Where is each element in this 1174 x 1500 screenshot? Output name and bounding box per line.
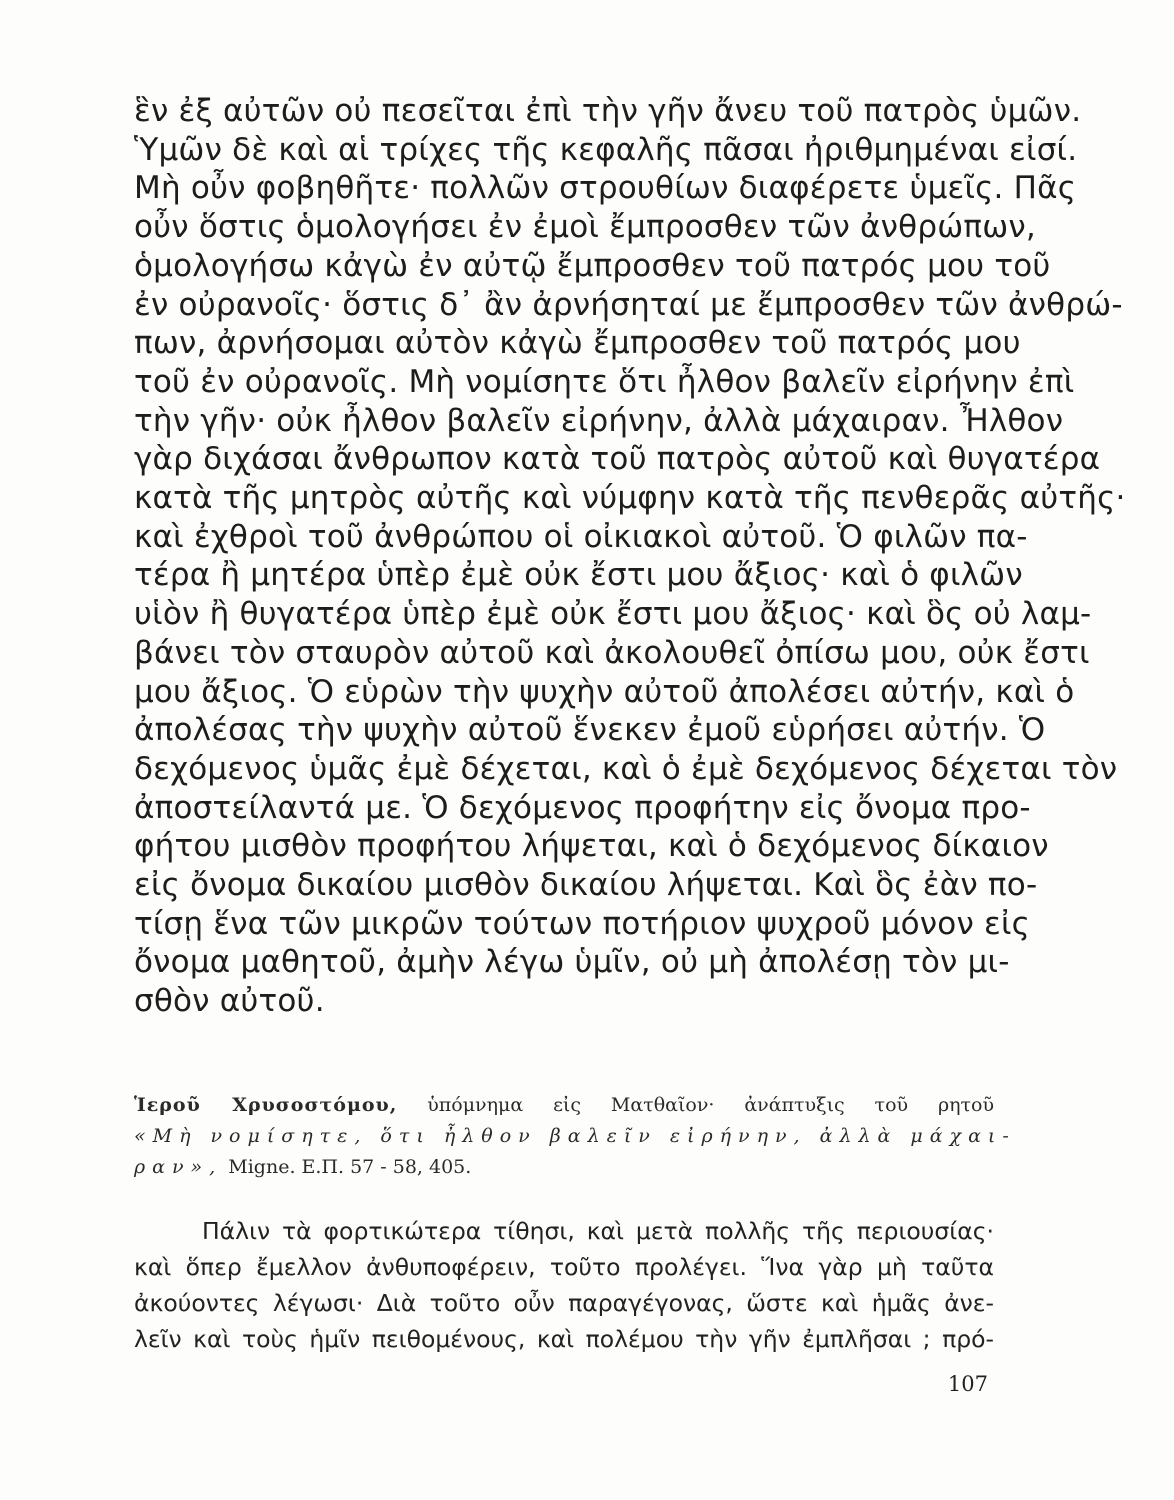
text-line: μου ἄξιος. Ὁ εὑρὼν τὴν ψυχὴν αὐτοῦ ἀπολέσει αὐτήν, καὶ ὁ [134,673,1075,710]
text-line: ἐν οὐρανοῖς· ὅστις δ᾽ ἂν ἀρνήσηταί με ἔμπροσθεν τῶν ἀνθρώ- [134,286,1123,323]
text-line: ὄνομα μαθητοῦ, ἀμὴν λέγω ὑμῖν, οὐ μὴ ἀπολέσῃ τὸν μι- [134,944,1010,981]
commentary-line: λεῖν καὶ τοὺς ἡμῖν πειθομένους, καὶ πολέμου τὴν γῆν ἐμπλῆσαι ; πρό- [134,1325,994,1353]
citation-author: Ἱεροῦ Χρυσοστόμου, [134,1094,398,1116]
text-line: τὴν γῆν· οὐκ ἦλθον βαλεῖν εἰρήνην, ἀλλὰ μάχαιραν. Ἦλθον [134,402,1064,439]
text-line: τοῦ ἐν οὐρανοῖς. Μὴ νομίσητε ὅτι ἦλθον βαλεῖν εἰρήνην ἐπὶ [134,363,1075,400]
page-number: 107 [947,1372,988,1396]
text-line: τέρα ἢ μητέρα ὑπὲρ ἐμὲ οὐκ ἔστι μου ἄξιος· καὶ ὁ φιλῶν [134,557,1023,594]
text-line: δεχόμενος ὑμᾶς ἐμὲ δέχεται, καὶ ὁ ἐμὲ δεχόμενος δέχεται τὸν [134,750,1118,787]
text-line: γὰρ διχάσαι ἄνθρωπον κατὰ τοῦ πατρὸς αὐτοῦ καὶ θυγατέρα [134,441,1101,478]
text-line: πων, ἀρνήσομαι αὐτὸν κἀγὼ ἔμπροσθεν τοῦ πατρός μου [134,325,1021,362]
citation-description: ὑπόμνημα εἰς Ματθαῖον· ἀνάπτυξις τοῦ ρητοῦ [427,1094,995,1116]
citation-line [134,1152,994,1183]
citation-line [134,1090,994,1121]
text-line: ἀπολέσας τὴν ψυχὴν αὐτοῦ ἕνεκεν ἐμοῦ εὑρήσει αὐτήν. Ὁ [134,712,1046,749]
text-line: φήτου μισθὸν προφήτου λήψεται, καὶ ὁ δεχόμενος δίκαιον [134,828,1049,865]
commentary-line: Πάλιν τὰ φορτικώτερα τίθησι, καὶ μετὰ πολλῆς τῆς περιουσίας· [202,1217,994,1245]
text-line: κατὰ τῆς μητρὸς αὐτῆς καὶ νύμφην κατὰ τῆς πενθερᾶς αὐτῆς· [134,480,1126,517]
citation-block [134,1090,1016,1183]
citation-line [134,1121,1016,1152]
text-line: τίσῃ ἕνα τῶν μικρῶν τούτων ποτήριον ψυχροῦ μόνον εἰς [134,905,1031,942]
text-line: οὖν ὅστις ὁμολογήσει ἐν ἐμοὶ ἔμπροσθεν τῶν ἀνθρώπων, [134,209,1036,246]
text-line: σθὸν αὐτοῦ. [134,983,325,1020]
text-line: εἰς ὄνομα δικαίου μισθὸν δικαίου λήψεται. Καὶ ὃς ἐὰν πο- [134,867,1038,904]
commentary-text [134,1213,994,1357]
citation-quote-end: ραν», [134,1156,223,1178]
text-line: Ὑμῶν δὲ καὶ αἱ τρίχες τῆς κεφαλῆς πᾶσαι ἠριθμημέναι εἰσί. [134,131,1078,168]
text-line: ὁμολογήσω κἀγὼ ἐν αὐτῷ ἔμπροσθεν τοῦ πατρός μου τοῦ [134,247,1051,284]
text-line: βάνει τὸν σταυρὸν αὐτοῦ καὶ ἀκολουθεῖ ὀπίσω μου, οὐκ ἔστι [134,634,1090,671]
text-line: ἀποστείλαντά με. Ὁ δεχόμενος προφήτην εἰς ὄνομα προ- [134,789,1031,826]
text-line: υἱὸν ἢ θυγατέρα ὑπὲρ ἐμὲ οὐκ ἔστι μου ἄξιος· καὶ ὃς οὐ λαμ- [134,596,1092,633]
scripture-passage [134,92,1126,1021]
text-line: Μὴ οὖν φοβηθῆτε· πολλῶν στρουθίων διαφέρετε ὑμεῖς. Πᾶς [134,170,1077,207]
text-line: ἓν ἐξ αὐτῶν οὐ πεσεῖται ἐπὶ τὴν γῆν ἄνευ τοῦ πατρὸς ὑμῶν. [134,93,1082,129]
citation-quote: «Μὴ νομίσητε, ὅτι ἦλθον βαλεῖν εἰρήνην, ἀλλὰ μάχαι- [134,1125,1016,1147]
text-line: καὶ ἐχθροὶ τοῦ ἀνθρώπου οἱ οἰκιακοὶ αὐτοῦ. Ὁ φιλῶν πα- [134,518,1028,555]
commentary-line: καὶ ὅπερ ἔμελλον ἀνθυποφέρειν, τοῦτο προλέγει. Ἵνα γὰρ μὴ ταῦτα [134,1253,994,1281]
citation-source: Migne. Ε.Π. 57 - 58, 405. [228,1156,472,1178]
commentary-line: ἀκούοντες λέγωσι· Διὰ τοῦτο οὖν παραγέγονας, ὥστε καὶ ἡμᾶς ἀνε- [134,1289,994,1317]
